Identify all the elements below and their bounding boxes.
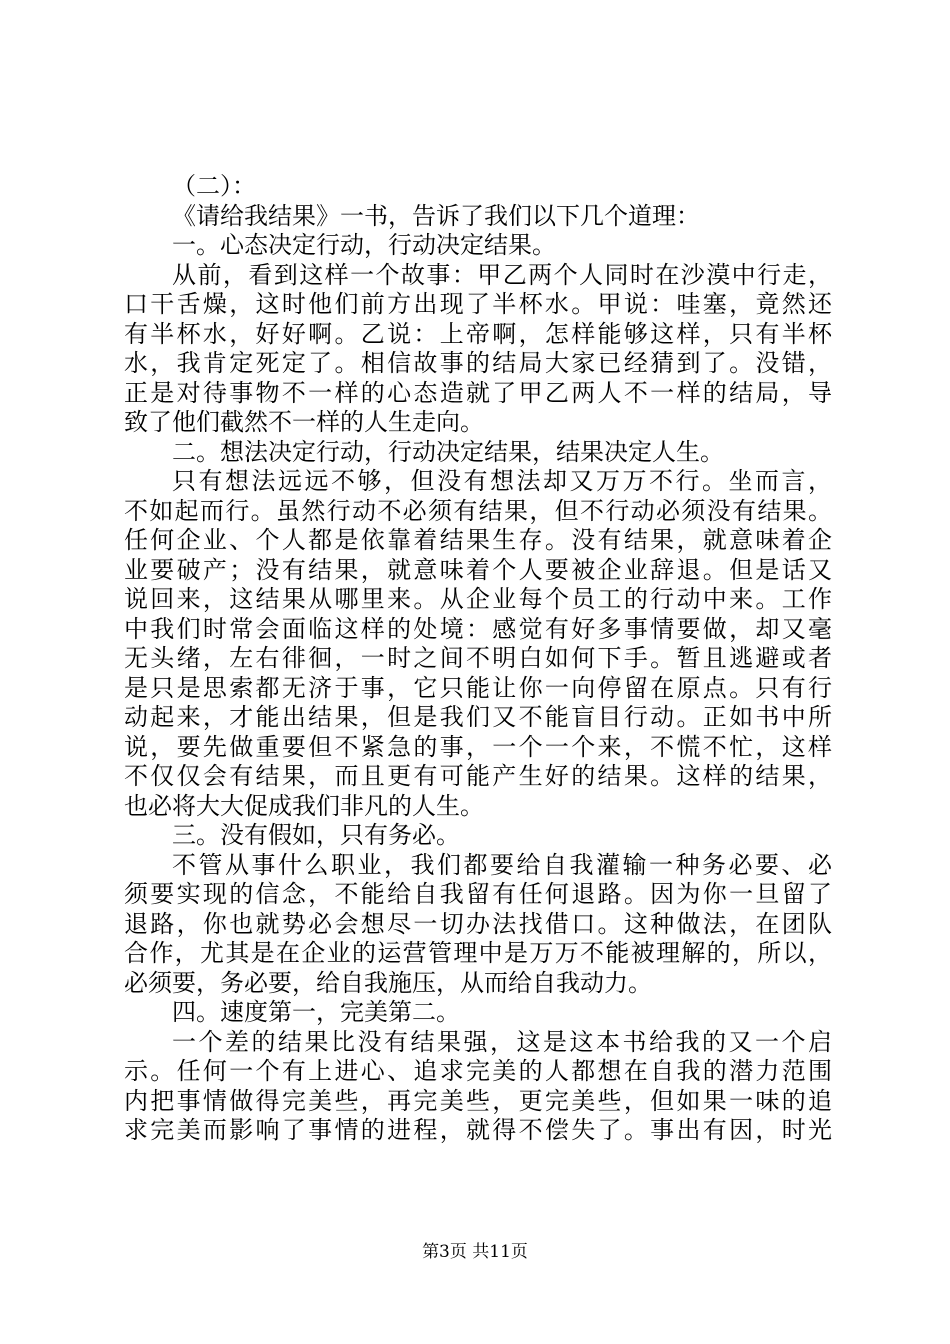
document-body: [124, 172, 832, 1146]
paragraph-line: 须要实现的信念，不能给自我留有任何退路。因为你一旦留了: [124, 880, 832, 908]
point-heading: 四。速度第一，完美第二。: [172, 998, 460, 1026]
paragraph-line: 有半杯水，好好啊。乙说：上帝啊，怎样能够这样，只有半杯: [124, 319, 832, 348]
paragraph-line: 致了他们截然不一样的人生走向。: [124, 408, 484, 436]
point-heading: 三。没有假如，只有务必。: [172, 821, 460, 849]
point-heading: 一。心态决定行动，行动决定结果。: [172, 231, 556, 259]
point-heading: 二。想法决定行动，行动决定结果，结果决定人生。: [172, 437, 724, 466]
paragraph-line: 动起来，才能出结果，但是我们又不能盲目行动。正如书中所: [124, 703, 832, 731]
paragraph-line: 《请给我结果》一书，告诉了我们以下几个道理：: [172, 201, 700, 230]
paragraph-line: 不仅仅会有结果，而且更有可能产生好的结果。这样的结果，: [124, 762, 832, 790]
paragraph-line: 业要破产；没有结果，就意味着个人要被企业辞退。但是话又: [124, 555, 832, 584]
paragraph-line: 退路，你也就势必会想尽一切办法找借口。这种做法，在团队: [124, 909, 832, 938]
paragraph-line: 只有想法远远不够，但没有想法却又万万不行。坐而言，: [172, 467, 832, 495]
paragraph-line: 水，我肯定死定了。相信故事的结局大家已经猜到了。没错，: [124, 349, 832, 377]
paragraph-line: 求完美而影响了事情的进程，就得不偿失了。事出有因，时光: [124, 1116, 832, 1144]
paragraph-line: 必须要，务必要，给自我施压，从而给自我动力。: [124, 968, 652, 997]
paragraph-line: 内把事情做得完美些，再完美些，更完美些，但如果一味的追: [124, 1086, 832, 1115]
paragraph-line: 说回来，这结果从哪里来。从企业每个员工的行动中来。工作: [124, 585, 832, 613]
section-heading: （二）：: [172, 172, 256, 200]
paragraph-line: 合作，尤其是在企业的运营管理中是万万不能被理解的，所以，: [124, 939, 832, 967]
page-number-label: 第3页 共11页: [422, 1242, 528, 1262]
paragraph-line: 说，要先做重要但不紧急的事，一个一个来，不慌不忙，这样: [124, 732, 832, 761]
paragraph-line: 中我们时常会面临这样的处境：感觉有好多事情要做，却又毫: [124, 614, 832, 643]
paragraph-line: 不如起而行。虽然行动不必须有结果，但不行动必须没有结果。: [124, 496, 832, 525]
paragraph-line: 正是对待事物不一样的心态造就了甲乙两人不一样的结局，导: [124, 378, 832, 407]
paragraph-line: 一个差的结果比没有结果强，这是这本书给我的又一个启: [172, 1027, 832, 1056]
page-footer: [0, 1240, 950, 1264]
paragraph-line: 无头绪，左右徘徊，一时之间不明白如何下手。暂且逃避或者: [124, 644, 832, 672]
paragraph-line: 不管从事什么职业，我们都要给自我灌输一种务必要、必: [172, 850, 832, 879]
paragraph-line: 任何企业、个人都是依靠着结果生存。没有结果，就意味着企: [124, 526, 832, 554]
paragraph-line: 从前，看到这样一个故事：甲乙两个人同时在沙漠中行走，: [172, 260, 832, 289]
paragraph-line: 示。任何一个有上进心、追求完美的人都想在自我的潜力范围: [124, 1057, 832, 1085]
paragraph-line: 是只是思索都无济于事，它只能让你一向停留在原点。只有行: [124, 673, 832, 702]
paragraph-line: 口干舌燥，这时他们前方出现了半杯水。甲说：哇塞，竟然还: [124, 290, 832, 318]
paragraph-line: 也必将大大促成我们非凡的人生。: [124, 791, 484, 820]
